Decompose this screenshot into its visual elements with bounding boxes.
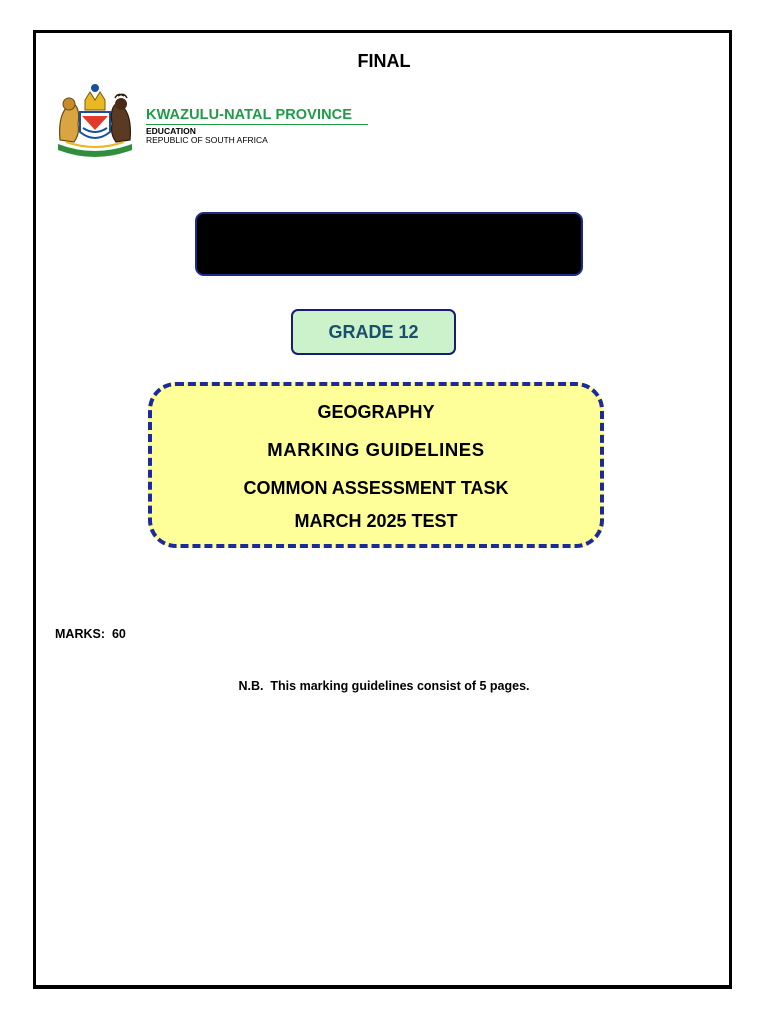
subject-box — [148, 382, 604, 548]
marks-line — [55, 627, 126, 641]
kzn-education-logo — [52, 78, 372, 158]
assessment-name: COMMON ASSESSMENT TASK — [243, 478, 509, 498]
logo-divider — [146, 124, 368, 125]
coat-of-arms-icon — [52, 78, 138, 158]
page-count-note: N.B. This marking guidelines consist of 5 pages. — [238, 679, 530, 693]
session-name: MARCH 2025 TEST — [294, 511, 458, 531]
country-name: REPUBLIC OF SOUTH AFRICA — [146, 135, 268, 145]
department-name: EDUCATION — [146, 126, 196, 136]
grade-label: GRADE 12 — [328, 321, 419, 342]
grade-box — [291, 309, 456, 355]
province-name: KWAZULU-NATAL PROVINCE — [146, 107, 352, 123]
marks-label: MARKS: — [55, 627, 105, 641]
document-status: FINAL — [357, 51, 411, 71]
subject-title: GEOGRAPHY — [317, 402, 435, 422]
marks-value: 60 — [111, 627, 126, 641]
redacted-block — [195, 212, 583, 276]
document-type: MARKING GUIDELINES — [267, 439, 485, 460]
